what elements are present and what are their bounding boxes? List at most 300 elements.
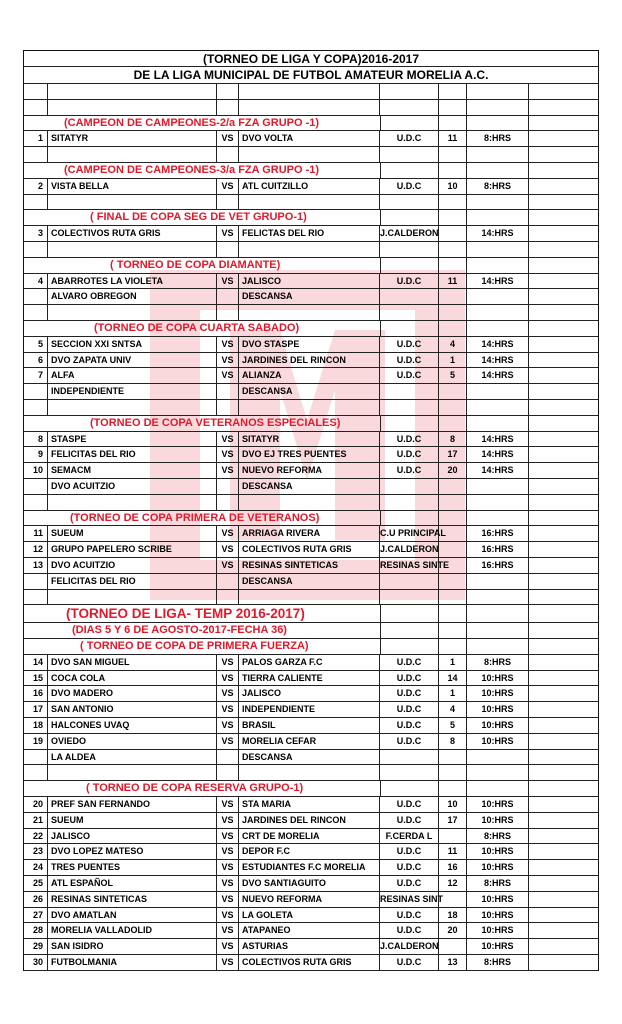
section-header-row (24, 163, 598, 179)
match-number: 20 (24, 797, 48, 812)
home-team: DVO AMATLAN (48, 908, 217, 923)
away-team: DESCANSA (239, 750, 380, 765)
vs-label: VS (217, 813, 239, 828)
extra-cell (529, 876, 598, 891)
home-team (48, 100, 217, 115)
section-title: ( TORNEO DE COPA DIAMANTE) (110, 258, 281, 271)
match-time: 14:HRS (467, 447, 529, 462)
field-number: 11 (439, 131, 467, 146)
field-number: 10 (439, 179, 467, 194)
away-team: COLECTIVOS RUTA GRIS (239, 542, 380, 557)
match-time: 8:HRS (467, 876, 529, 891)
match-time: 10:HRS (467, 939, 529, 954)
home-team: INDEPENDIENTE (48, 384, 217, 399)
match-number: 25 (24, 876, 48, 891)
empty-cell (529, 511, 598, 526)
venue: J.CALDERON (380, 226, 439, 241)
extra-cell (529, 384, 598, 399)
match-time: 8:HRS (467, 179, 529, 194)
match-number: 18 (24, 718, 48, 733)
document-title-row (24, 67, 598, 84)
match-number: 3 (24, 226, 48, 241)
match-time (467, 100, 529, 115)
away-team: DESCANSA (239, 574, 380, 589)
home-team: HALCONES UVAQ (48, 718, 217, 733)
match-row (24, 432, 598, 448)
match-number: 4 (24, 274, 48, 289)
empty-cell (467, 163, 529, 178)
home-team: SUEUM (48, 526, 217, 541)
vs-label: VS (217, 829, 239, 844)
field-number (439, 590, 467, 605)
away-team: DESCANSA (239, 479, 380, 494)
section-title: (DIAS 5 Y 6 DE AGOSTO-2017-FECHA 36) (72, 624, 287, 637)
blank-row (24, 305, 598, 321)
home-team: SAN ISIDRO (48, 939, 217, 954)
match-row (24, 955, 598, 971)
section-title: ( TORNEO DE COPA RESERVA GRUPO-1) (86, 782, 304, 795)
empty-cell (439, 116, 467, 131)
field-number: 20 (439, 923, 467, 938)
empty-cell (467, 258, 529, 273)
match-time: 14:HRS (467, 463, 529, 478)
venue: U.D.C (380, 876, 439, 891)
field-number (439, 829, 467, 844)
vs-label: VS (217, 734, 239, 749)
empty-cell (380, 605, 439, 622)
field-number: 14 (439, 671, 467, 686)
venue: U.D.C (380, 447, 439, 462)
vs-label: VS (217, 542, 239, 557)
extra-cell (529, 813, 598, 828)
extra-cell (529, 923, 598, 938)
empty-cell (380, 781, 439, 796)
extra-cell (529, 400, 598, 415)
field-number: 1 (439, 686, 467, 701)
vs-label: VS (217, 797, 239, 812)
match-number: 13 (24, 558, 48, 573)
empty-cell (439, 163, 467, 178)
section-header-row (24, 511, 598, 527)
match-number (24, 195, 48, 210)
vs-label (217, 590, 239, 605)
blank-row (24, 147, 598, 163)
match-time: 14:HRS (467, 368, 529, 383)
home-team: ALVARO OBREGON (48, 289, 217, 304)
match-row (24, 479, 598, 495)
match-number: 21 (24, 813, 48, 828)
match-row (24, 923, 598, 939)
match-number: 28 (24, 923, 48, 938)
match-row (24, 939, 598, 955)
venue: C.U PRINCIPAL (380, 526, 439, 541)
vs-label (217, 84, 239, 99)
match-row (24, 797, 598, 813)
extra-cell (529, 463, 598, 478)
match-row (24, 542, 598, 558)
section-header-row (24, 258, 598, 274)
extra-cell (529, 718, 598, 733)
match-row (24, 526, 598, 542)
venue: U.D.C (380, 337, 439, 352)
field-number (439, 765, 467, 780)
away-team: LA GOLETA (239, 908, 380, 923)
field-number: 1 (439, 655, 467, 670)
venue: U.D.C (380, 844, 439, 859)
empty-cell (467, 210, 529, 225)
venue (380, 574, 439, 589)
home-team: COCA COLA (48, 671, 217, 686)
vs-label: VS (217, 908, 239, 923)
match-row (24, 353, 598, 369)
venue: J.CALDERON (380, 939, 439, 954)
home-team (48, 495, 217, 510)
extra-cell (529, 655, 598, 670)
match-row (24, 274, 598, 290)
blank-row (24, 195, 598, 211)
section-header-row (24, 781, 598, 797)
away-team: ASTURIAS (239, 939, 380, 954)
extra-cell (529, 447, 598, 462)
empty-cell (439, 605, 467, 622)
field-number (439, 892, 467, 907)
match-number: 12 (24, 542, 48, 557)
vs-label: VS (217, 274, 239, 289)
vs-label: VS (217, 686, 239, 701)
home-team: GRUPO PAPELERO SCRIBE (48, 542, 217, 557)
extra-cell (529, 305, 598, 320)
extra-cell (529, 353, 598, 368)
away-team: DESCANSA (239, 289, 380, 304)
field-number (439, 526, 467, 541)
empty-cell (467, 321, 529, 336)
away-team: COLECTIVOS RUTA GRIS (239, 955, 380, 970)
extra-cell (529, 242, 598, 257)
match-row (24, 844, 598, 860)
vs-label: VS (217, 718, 239, 733)
venue (380, 289, 439, 304)
empty-cell (380, 258, 439, 273)
field-number: 8 (439, 432, 467, 447)
match-time: 10:HRS (467, 718, 529, 733)
empty-cell (467, 623, 529, 638)
field-number (439, 400, 467, 415)
extra-cell (529, 479, 598, 494)
vs-label: VS (217, 558, 239, 573)
match-time: 10:HRS (467, 892, 529, 907)
extra-cell (529, 574, 598, 589)
extra-cell (529, 289, 598, 304)
venue: U.D.C (380, 179, 439, 194)
empty-cell (529, 116, 598, 131)
blank-row (24, 84, 598, 100)
section-title: (CAMPEON DE CAMPEONES-3/a FZA GRUPO -1) (64, 163, 320, 176)
venue: U.D.C (380, 955, 439, 970)
away-team (239, 84, 380, 99)
blank-row (24, 100, 598, 116)
match-number: 5 (24, 337, 48, 352)
empty-cell (380, 416, 439, 431)
home-team: JALISCO (48, 829, 217, 844)
match-row (24, 813, 598, 829)
match-time (467, 147, 529, 162)
vs-label: VS (217, 226, 239, 241)
blank-row (24, 242, 598, 258)
home-team: VISTA BELLA (48, 179, 217, 194)
match-row (24, 750, 598, 766)
match-number (24, 574, 48, 589)
match-time: 16:HRS (467, 526, 529, 541)
vs-label (217, 574, 239, 589)
home-team: RESINAS SINTETICAS (48, 892, 217, 907)
match-number (24, 384, 48, 399)
match-row (24, 289, 598, 305)
home-team: FELICITAS DEL RIO (48, 574, 217, 589)
vs-label (217, 100, 239, 115)
empty-cell (529, 163, 598, 178)
match-row (24, 702, 598, 718)
field-number (439, 939, 467, 954)
match-row (24, 447, 598, 463)
blank-row (24, 495, 598, 511)
vs-label: VS (217, 923, 239, 938)
match-number: 7 (24, 368, 48, 383)
match-time (467, 289, 529, 304)
vs-label (217, 195, 239, 210)
home-team: SITATYR (48, 131, 217, 146)
extra-cell (529, 274, 598, 289)
empty-cell (529, 605, 598, 622)
match-number (24, 479, 48, 494)
match-row (24, 463, 598, 479)
match-time (467, 195, 529, 210)
match-row (24, 860, 598, 876)
match-time: 8:HRS (467, 955, 529, 970)
venue: U.D.C (380, 923, 439, 938)
venue: RESINAS SINTE (380, 558, 439, 573)
empty-cell (439, 258, 467, 273)
match-row (24, 337, 598, 353)
venue: U.D.C (380, 686, 439, 701)
venue: RESINAS SINT (380, 892, 439, 907)
venue: U.D.C (380, 718, 439, 733)
match-row (24, 829, 598, 845)
vs-label: VS (217, 876, 239, 891)
empty-cell (467, 511, 529, 526)
match-number: 14 (24, 655, 48, 670)
home-team: SECCION XXI SNTSA (48, 337, 217, 352)
vs-label (217, 495, 239, 510)
vs-label (217, 289, 239, 304)
home-team: FUTBOLMANIA (48, 955, 217, 970)
extra-cell (529, 892, 598, 907)
extra-cell (529, 147, 598, 162)
away-team: ALIANZA (239, 368, 380, 383)
section-title: (TORNEO DE LIGA- TEMP 2016-2017) (66, 606, 305, 622)
match-number: 27 (24, 908, 48, 923)
match-number: 19 (24, 734, 48, 749)
away-team: DESCANSA (239, 384, 380, 399)
empty-cell (380, 163, 439, 178)
vs-label (217, 479, 239, 494)
field-number: 4 (439, 702, 467, 717)
match-number (24, 400, 48, 415)
home-team: LA ALDEA (48, 750, 217, 765)
home-team (48, 242, 217, 257)
home-team (48, 765, 217, 780)
away-team (239, 147, 380, 162)
match-time: 16:HRS (467, 542, 529, 557)
extra-cell (529, 844, 598, 859)
away-team (239, 242, 380, 257)
match-time (467, 84, 529, 99)
match-time: 10:HRS (467, 686, 529, 701)
field-number: 18 (439, 908, 467, 923)
match-time (467, 765, 529, 780)
field-number (439, 542, 467, 557)
extra-cell (529, 226, 598, 241)
venue (380, 195, 439, 210)
empty-cell (467, 116, 529, 131)
field-number: 10 (439, 797, 467, 812)
section-header-row (24, 623, 598, 639)
match-number (24, 750, 48, 765)
match-time (467, 750, 529, 765)
field-number (439, 289, 467, 304)
extra-cell (529, 734, 598, 749)
away-team: ARRIAGA RIVERA (239, 526, 380, 541)
empty-cell (439, 321, 467, 336)
venue: U.D.C (380, 908, 439, 923)
home-team: DVO ACUITZIO (48, 558, 217, 573)
match-time (467, 574, 529, 589)
match-number: 2 (24, 179, 48, 194)
vs-label: VS (217, 671, 239, 686)
match-time: 8:HRS (467, 829, 529, 844)
empty-cell (467, 639, 529, 654)
empty-cell (529, 623, 598, 638)
field-number (439, 558, 467, 573)
empty-cell (467, 781, 529, 796)
away-team (239, 400, 380, 415)
away-team (239, 495, 380, 510)
venue (380, 479, 439, 494)
away-team (239, 590, 380, 605)
away-team: INDEPENDIENTE (239, 702, 380, 717)
venue: U.D.C (380, 655, 439, 670)
match-time: 10:HRS (467, 908, 529, 923)
match-time: 14:HRS (467, 353, 529, 368)
away-team: ATL CUITZILLO (239, 179, 380, 194)
section-header-row (24, 210, 598, 226)
home-team: DVO MADERO (48, 686, 217, 701)
vs-label (217, 384, 239, 399)
venue: U.D.C (380, 813, 439, 828)
match-number (24, 289, 48, 304)
away-team: ATAPANEO (239, 923, 380, 938)
empty-cell (529, 258, 598, 273)
section-header-row (24, 605, 598, 623)
vs-label: VS (217, 702, 239, 717)
home-team: OVIEDO (48, 734, 217, 749)
vs-label: VS (217, 892, 239, 907)
match-number: 1 (24, 131, 48, 146)
match-row (24, 908, 598, 924)
extra-cell (529, 432, 598, 447)
section-title: ( TORNEO DE COPA DE PRIMERA FUERZA) (80, 640, 309, 653)
home-team: FELICITAS DEL RIO (48, 447, 217, 462)
home-team: COLECTIVOS RUTA GRIS (48, 226, 217, 241)
venue: U.D.C (380, 463, 439, 478)
venue: U.D.C (380, 368, 439, 383)
field-number (439, 147, 467, 162)
field-number: 8 (439, 734, 467, 749)
match-time (467, 384, 529, 399)
empty-cell (529, 781, 598, 796)
extra-cell (529, 337, 598, 352)
vs-label: VS (217, 447, 239, 462)
home-team: SEMACM (48, 463, 217, 478)
field-number (439, 574, 467, 589)
match-row (24, 179, 598, 195)
home-team (48, 195, 217, 210)
vs-label (217, 242, 239, 257)
away-team: JARDINES DEL RINCON (239, 813, 380, 828)
match-number: 23 (24, 844, 48, 859)
document-title: DE LA LIGA MUNICIPAL DE FUTBOL AMATEUR MORELIA A.C. (133, 68, 489, 82)
extra-cell (529, 495, 598, 510)
away-team: JARDINES DEL RINCON (239, 353, 380, 368)
section-header-row (24, 416, 598, 432)
field-number: 1 (439, 353, 467, 368)
field-number: 5 (439, 368, 467, 383)
match-number (24, 242, 48, 257)
empty-cell (380, 639, 439, 654)
vs-label (217, 305, 239, 320)
section-header-row (24, 639, 598, 655)
extra-cell (529, 765, 598, 780)
home-team: DVO SAN MIGUEL (48, 655, 217, 670)
home-team: DVO ACUITZIO (48, 479, 217, 494)
field-number (439, 495, 467, 510)
field-number (439, 305, 467, 320)
match-number: 10 (24, 463, 48, 478)
match-number: 16 (24, 686, 48, 701)
field-number (439, 100, 467, 115)
section-title: (TORNEO DE COPA PRIMERA DE VETERANOS) (70, 511, 320, 524)
home-team: DVO ZAPATA UNIV (48, 353, 217, 368)
home-team: PREF SAN FERNANDO (48, 797, 217, 812)
field-number (439, 384, 467, 399)
venue: U.D.C (380, 131, 439, 146)
field-number: 16 (439, 860, 467, 875)
extra-cell (529, 179, 598, 194)
match-row (24, 671, 598, 687)
extra-cell (529, 671, 598, 686)
empty-cell (529, 416, 598, 431)
home-team: SAN ANTONIO (48, 702, 217, 717)
empty-cell (529, 210, 598, 225)
venue (380, 400, 439, 415)
venue (380, 590, 439, 605)
extra-cell (529, 590, 598, 605)
match-time: 14:HRS (467, 274, 529, 289)
away-team (239, 305, 380, 320)
vs-label: VS (217, 860, 239, 875)
match-number: 24 (24, 860, 48, 875)
extra-cell (529, 829, 598, 844)
match-time (467, 400, 529, 415)
